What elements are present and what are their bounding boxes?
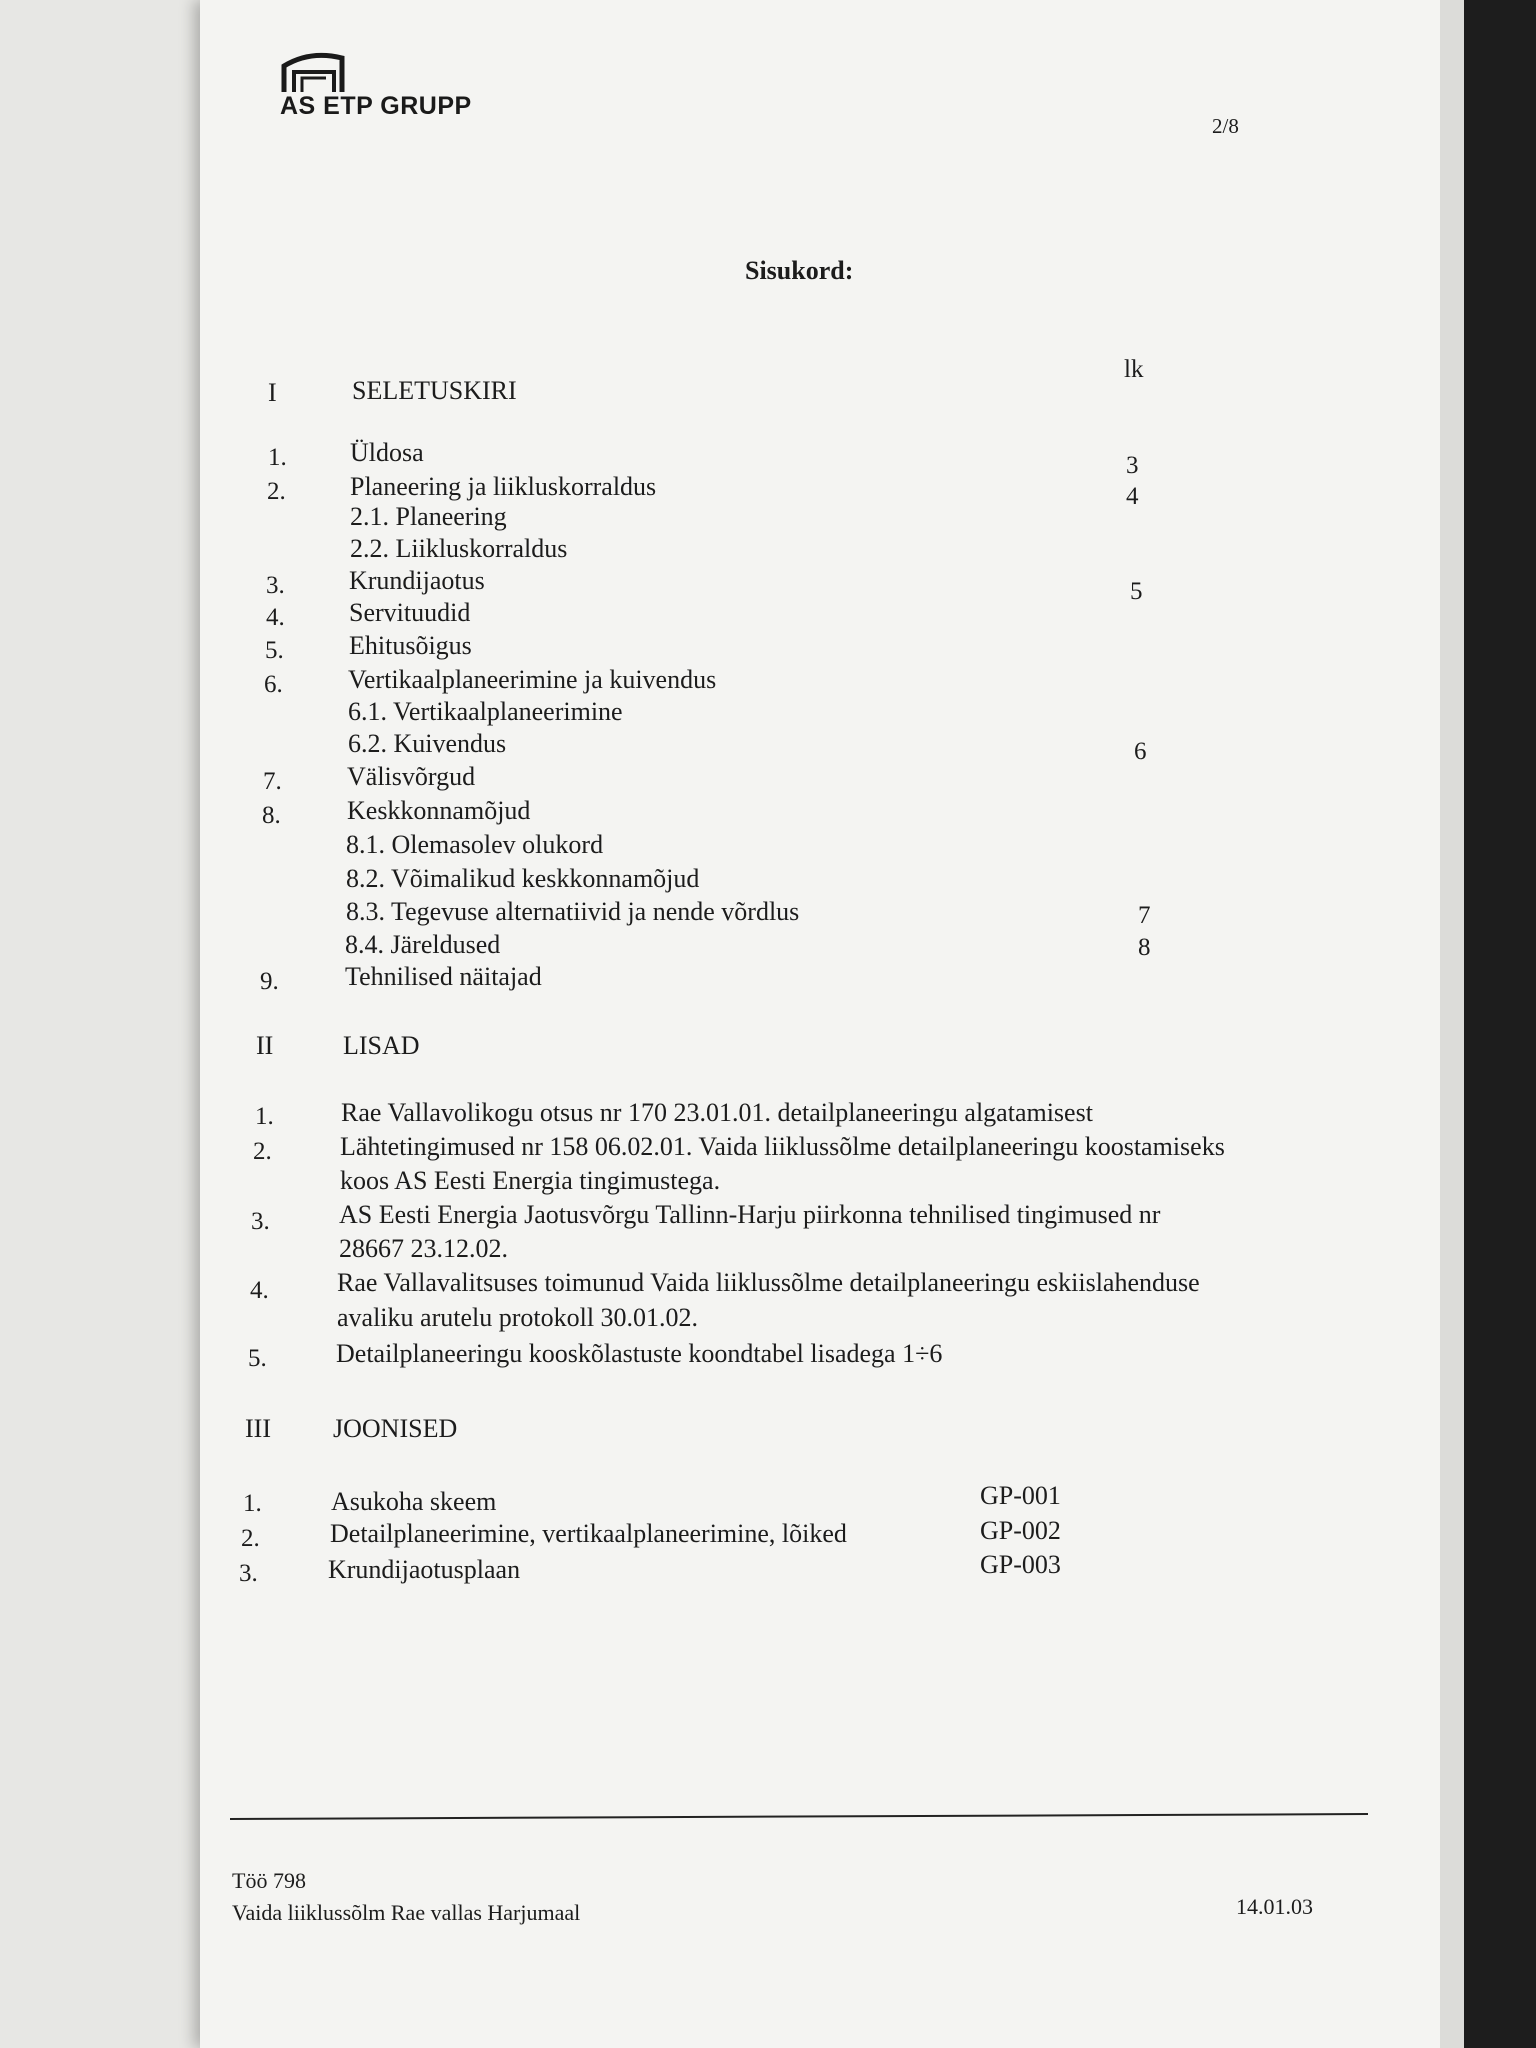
toc-item-page: 6: [1134, 738, 1147, 765]
toc-subitem-text: 8.1. Olemasolev olukord: [346, 830, 604, 859]
appendix-text: Rae Vallavalitsuses toimunud Vaida liiklussõlme detailplaneeringu eskiislahenduse: [337, 1268, 1200, 1297]
section-title: LISAD: [343, 1031, 420, 1060]
appendix-text: AS Eesti Energia Jaotusvõrgu Tallinn-Harju piirkonna tehnilised tingimused nr: [339, 1200, 1161, 1229]
company-name: AS ETP GRUPP: [280, 92, 472, 120]
toc-subitem-text: 8.4. Järeldused: [345, 930, 501, 959]
toc-item-text: Vertikaalplaneerimine ja kuivendus: [348, 665, 717, 694]
background-dark-surface: [1456, 0, 1536, 2048]
toc-item-number: 5.: [265, 637, 284, 664]
page-stack-edge: [1440, 0, 1464, 2048]
section-title: JOONISED: [333, 1414, 458, 1443]
toc-item-text: Üldosa: [350, 438, 424, 467]
section-roman: II: [256, 1031, 274, 1060]
appendix-number: 3.: [251, 1208, 270, 1235]
toc-item-number: 3.: [266, 572, 285, 599]
toc-item-text: Tehnilised näitajad: [345, 962, 542, 991]
toc-item-number: 9.: [260, 968, 279, 995]
toc-item-page: 3: [1126, 452, 1139, 479]
section-roman: III: [245, 1414, 271, 1443]
appendix-text: koos AS Eesti Energia tingimustega.: [340, 1166, 721, 1195]
appendix-text: Lähtetingimused nr 158 06.02.01. Vaida liiklussõlme detailplaneeringu koostamiseks: [340, 1132, 1225, 1161]
page-column-label: lk: [1124, 356, 1144, 383]
drawing-number: 3.: [239, 1560, 258, 1587]
toc-item-page: 7: [1138, 902, 1151, 929]
toc-subitem-text: 8.3. Tegevuse alternatiivid ja nende võrdlus: [346, 897, 800, 926]
toc-item-text: Keskkonnamõjud: [347, 796, 531, 825]
toc-subitem-text: 6.2. Kuivendus: [348, 729, 507, 758]
toc-item-page: 5: [1130, 578, 1143, 605]
company-logo-icon: [280, 48, 350, 96]
appendix-number: 1.: [255, 1103, 274, 1130]
toc-item-number: 2.: [267, 478, 286, 505]
toc-item-text: Servituudid: [349, 598, 471, 627]
drawing-number: 2.: [241, 1525, 260, 1552]
drawing-text: Asukoha skeem: [331, 1487, 497, 1516]
toc-subitem-text: 2.1. Planeering: [350, 502, 507, 531]
appendix-text: avaliku arutelu protokoll 30.01.02.: [337, 1303, 699, 1332]
section-title: SELETUSKIRI: [352, 376, 517, 405]
appendix-number: 5.: [248, 1345, 267, 1372]
toc-title: Sisukord:: [745, 256, 854, 285]
toc-subitem-text: 8.2. Võimalikud keskkonnamõjud: [346, 864, 700, 893]
footer-job: Töö 798: [232, 1868, 306, 1893]
toc-subitem-text: 2.2. Liikluskorraldus: [350, 534, 568, 563]
drawing-code: GP-002: [980, 1516, 1061, 1545]
toc-item-number: 1.: [268, 444, 287, 471]
footer-date: 14.01.03: [1236, 1894, 1313, 1919]
toc-item-number: 4.: [266, 604, 285, 631]
section-roman: I: [268, 378, 277, 407]
toc-item-text: Planeering ja liikluskorraldus: [350, 472, 657, 501]
appendix-number: 4.: [250, 1277, 269, 1304]
page-number: 2/8: [1212, 114, 1239, 138]
toc-item-page: 8: [1138, 934, 1151, 961]
drawing-code: GP-003: [980, 1550, 1061, 1579]
toc-item-number: 7.: [263, 768, 282, 795]
drawing-number: 1.: [243, 1490, 262, 1517]
toc-subitem-text: 6.1. Vertikaalplaneerimine: [348, 697, 623, 726]
appendix-number: 2.: [253, 1138, 272, 1165]
footer-project: Vaida liiklussõlm Rae vallas Harjumaal: [232, 1900, 581, 1925]
toc-item-text: Ehitusõigus: [349, 631, 472, 660]
drawing-text: Krundijaotusplaan: [328, 1555, 521, 1584]
toc-item-page: 4: [1126, 483, 1139, 510]
toc-item-number: 8.: [262, 802, 281, 829]
appendix-text: Detailplaneeringu kooskõlastuste koondtabel lisadega 1÷6: [336, 1339, 943, 1368]
toc-item-text: Krundijaotus: [349, 566, 485, 595]
document-page: [200, 0, 1460, 2048]
appendix-text: 28667 23.12.02.: [339, 1234, 508, 1263]
drawing-code: GP-001: [980, 1481, 1061, 1510]
appendix-text: Rae Vallavolikogu otsus nr 170 23.01.01. detailplaneeringu algatamisest: [341, 1098, 1093, 1127]
toc-item-text: Välisvõrgud: [347, 762, 476, 791]
toc-item-number: 6.: [264, 671, 283, 698]
drawing-text: Detailplaneerimine, vertikaalplaneerimine, lõiked: [330, 1519, 847, 1548]
